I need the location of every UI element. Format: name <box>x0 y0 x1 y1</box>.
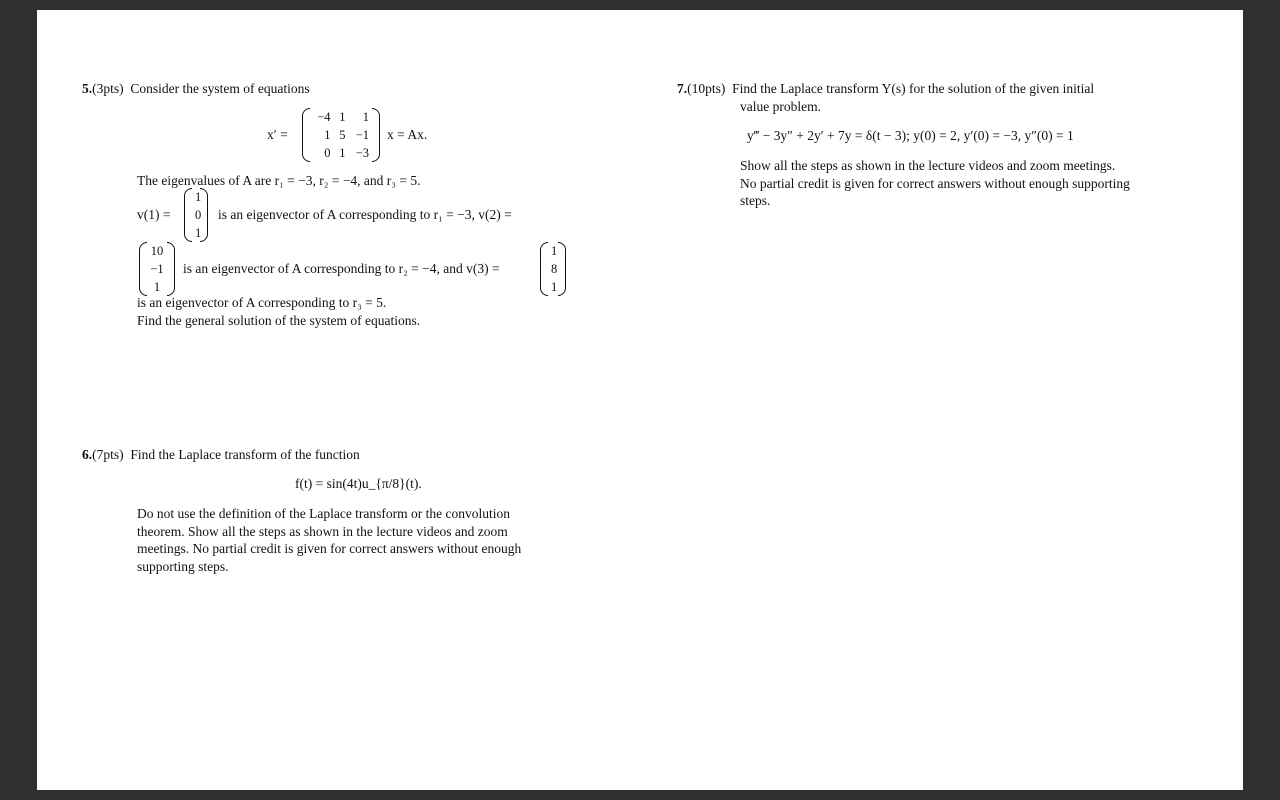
q7-header <box>677 80 1094 98</box>
vector-cell: 1 <box>551 244 558 258</box>
q6-points: (7pts) <box>92 447 124 462</box>
matrix-cell: −1 <box>355 128 369 142</box>
q5-lhs: x′ = <box>267 127 288 142</box>
q6-paragraph-line: Do not use the definition of the Laplace transform or the convolution <box>137 506 511 521</box>
q5-v3-vector <box>540 242 566 296</box>
q6-formula: f(t) = sin(4t)u_{π/8}(t). <box>295 476 422 491</box>
q5-eigenvalues: The eigenvalues of A are r₁ = −3, r₂ = −4, and r₃ = 5. <box>137 173 421 188</box>
matrix-cell: 1 <box>339 146 346 160</box>
q7-number: 7. <box>677 81 688 96</box>
q5-header <box>82 80 310 98</box>
vector-cell: 1 <box>153 280 161 294</box>
q5-rhs: x = Ax. <box>387 127 428 142</box>
vector-cell: 0 <box>195 208 202 222</box>
q6-header <box>82 446 360 464</box>
matrix-cell: −4 <box>317 110 331 124</box>
vector-cell: −1 <box>150 262 164 276</box>
matrix-cell: 1 <box>324 128 331 142</box>
vector-cell: 10 <box>150 244 164 258</box>
q7-intro: Find the Laplace transform Y(s) for the solution of the given initial <box>732 81 1095 96</box>
matrix-cell: −3 <box>355 146 369 160</box>
q7-points: (10pts) <box>687 81 726 96</box>
q5-v1-label: v(1) = <box>137 207 171 222</box>
vector-cell: 8 <box>551 262 558 276</box>
q7-paragraph-line: steps. <box>740 193 771 208</box>
q7-paragraph-line: Show all the steps as shown in the lecture videos and zoom meetings. <box>740 158 1116 173</box>
q5-intro: Consider the system of equations <box>130 81 310 96</box>
matrix-cell: 5 <box>339 128 346 142</box>
matrix-cell: 0 <box>324 146 331 160</box>
q5-v2-vector <box>139 242 175 296</box>
q7-paragraph-line: No partial credit is given for correct answers without enough supporting <box>740 176 1130 191</box>
matrix-cell: 1 <box>339 110 346 124</box>
vector-cell: 1 <box>195 226 202 240</box>
matrix-cell: 1 <box>362 110 369 124</box>
q5-points: (3pts) <box>92 81 124 96</box>
q6-paragraph-line: supporting steps. <box>137 559 229 574</box>
q5-matrix <box>302 108 380 162</box>
vector-cell: 1 <box>551 280 558 294</box>
vector-cell: 1 <box>195 190 202 204</box>
q6-paragraph-line: meetings. No partial credit is given for correct answers without enough <box>137 541 522 556</box>
document-page <box>37 10 1243 790</box>
q5-v2-text: is an eigenvector of A corresponding to r₂ = −4, and v(3) = <box>183 261 500 276</box>
q5-v1-vector <box>184 188 208 242</box>
q7-ode: y‴ − 3y″ + 2y′ + 7y = δ(t − 3); y(0) = 2, y′(0) = −3, y″(0) = 1 <box>747 128 1074 143</box>
q7-intro-cont: value problem. <box>740 99 821 114</box>
q5-v3-text: is an eigenvector of A corresponding to r₃ = 5. <box>137 295 387 310</box>
q6-intro: Find the Laplace transform of the function <box>130 447 360 462</box>
q6-number: 6. <box>82 447 93 462</box>
q5-number: 5. <box>82 81 93 96</box>
q5-task: Find the general solution of the system of equations. <box>137 313 421 328</box>
q6-paragraph-line: theorem. Show all the steps as shown in the lecture videos and zoom <box>137 524 508 539</box>
q5-v1-text: is an eigenvector of A corresponding to r₁ = −3, v(2) = <box>218 207 512 222</box>
